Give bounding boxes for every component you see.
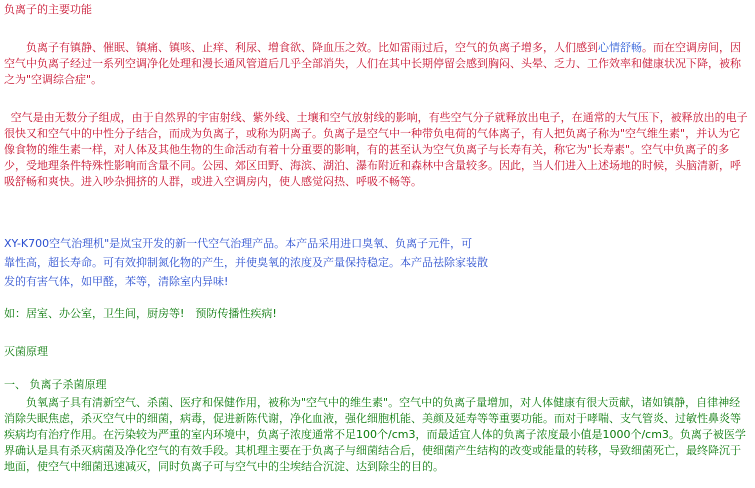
product-line-3: 发的有害气体，如甲醛，苯等，清除室内异味!	[4, 275, 229, 288]
product-intro	[4, 236, 604, 290]
paragraph-benefits-part1: 负离子有镇静、催眠、镇痛、镇咳、止痒、利尿、增食欲、降血压之效。比如雷雨过后，空气的负离子增多，人们感到	[26, 41, 598, 54]
highlight-text: 心情舒畅	[598, 41, 642, 54]
product-line-1: XY-K700空气治理机"是岚宝开发的新一代空气治理产品。本产品采用进口臭氧、负离子元件，可	[4, 237, 473, 250]
section1-title: 一、 负离子杀菌原理	[4, 378, 107, 391]
section1-body: 负氧离子具有清新空气、杀菌、医疗和保健作用，被称为"空气中的维生素"。空气中的负离子量增加，对人体健康有很大贡献，诸如镇静，自律神经消除失眠焦虑，杀灭空气中的细菌，病毒，促进新陈代谢，净化血液，强化细胞机能、美颜及延寿等等重要功能。而对于哮喘、支气管炎、过敏性鼻炎等疾病均有治疗作用。在污染较为严重的室内环境中，负离子浓度通常不足100个/cm3，而最适宜人体的负离子浓度最小值是1000个/cm3。负离子被医学界确认是具有杀灭病菌及净化空气的有效手段。其机理主要在于负离子与细菌结合后，使细菌产生结构的改变或能量的转移，导致细菌死亡，最终降沉于地面，使空气中细菌迅速减灭，同时负离子可与空气中的尘埃结合沉淀、达到除尘的目的。	[4, 396, 746, 473]
usage-scenarios: 如：居室、办公室，卫生间，厨房等! 预防传播性疾病!	[4, 307, 277, 320]
paragraph-explanation: 空气是由无数分子组成，由于自然界的宇宙射线、紫外线、土壤和空气放射线的影响，有些空气分子就释放出电子，在通常的大气压下，被释放出的电子很快又和空气中的中性分子结合，而成为负离子，或称为阴离子。负离子是空气中一种带负电荷的气体离子，有人把负离子称为"空气维生素"，并认为它像食物的维生素一样，对人体及其他生物的生命活动有着十分重要的影响，有的甚至认为空气负离子与长寿有关，称它为"长寿素"。空气中负离子的多少，受地理条件特殊性影响而含量不同。公园、郊区田野、海滨、湖泊、瀑布附近和森林中含量较多。因此，当人们进入上述场地的时候，头脑清新，呼吸舒畅和爽快。进入吵杂拥挤的人群，或进入空调房内，使人感觉闷热、呼吸不畅等。	[4, 111, 748, 188]
paragraph-benefits	[4, 40, 750, 88]
product-line-2: 靠性高，超长寿命。可有效抑制氮化物的产生，并使臭氧的浓度及产量保持稳定。本产品祛除家装散	[4, 256, 488, 269]
sterilize-heading: 灭菌原理	[4, 345, 48, 358]
main-heading: 负离子的主要功能	[4, 3, 92, 16]
paragraph-benefits-part2: 。而在空调房间，因空气中负离子经过一系列空调净化处理和漫长通风管道后几乎全部消失，人们在其中长期停留会感到胸闷、头晕、乏力、工作效率和健康状况下降，被称之为"空调综合症"。	[4, 41, 741, 86]
